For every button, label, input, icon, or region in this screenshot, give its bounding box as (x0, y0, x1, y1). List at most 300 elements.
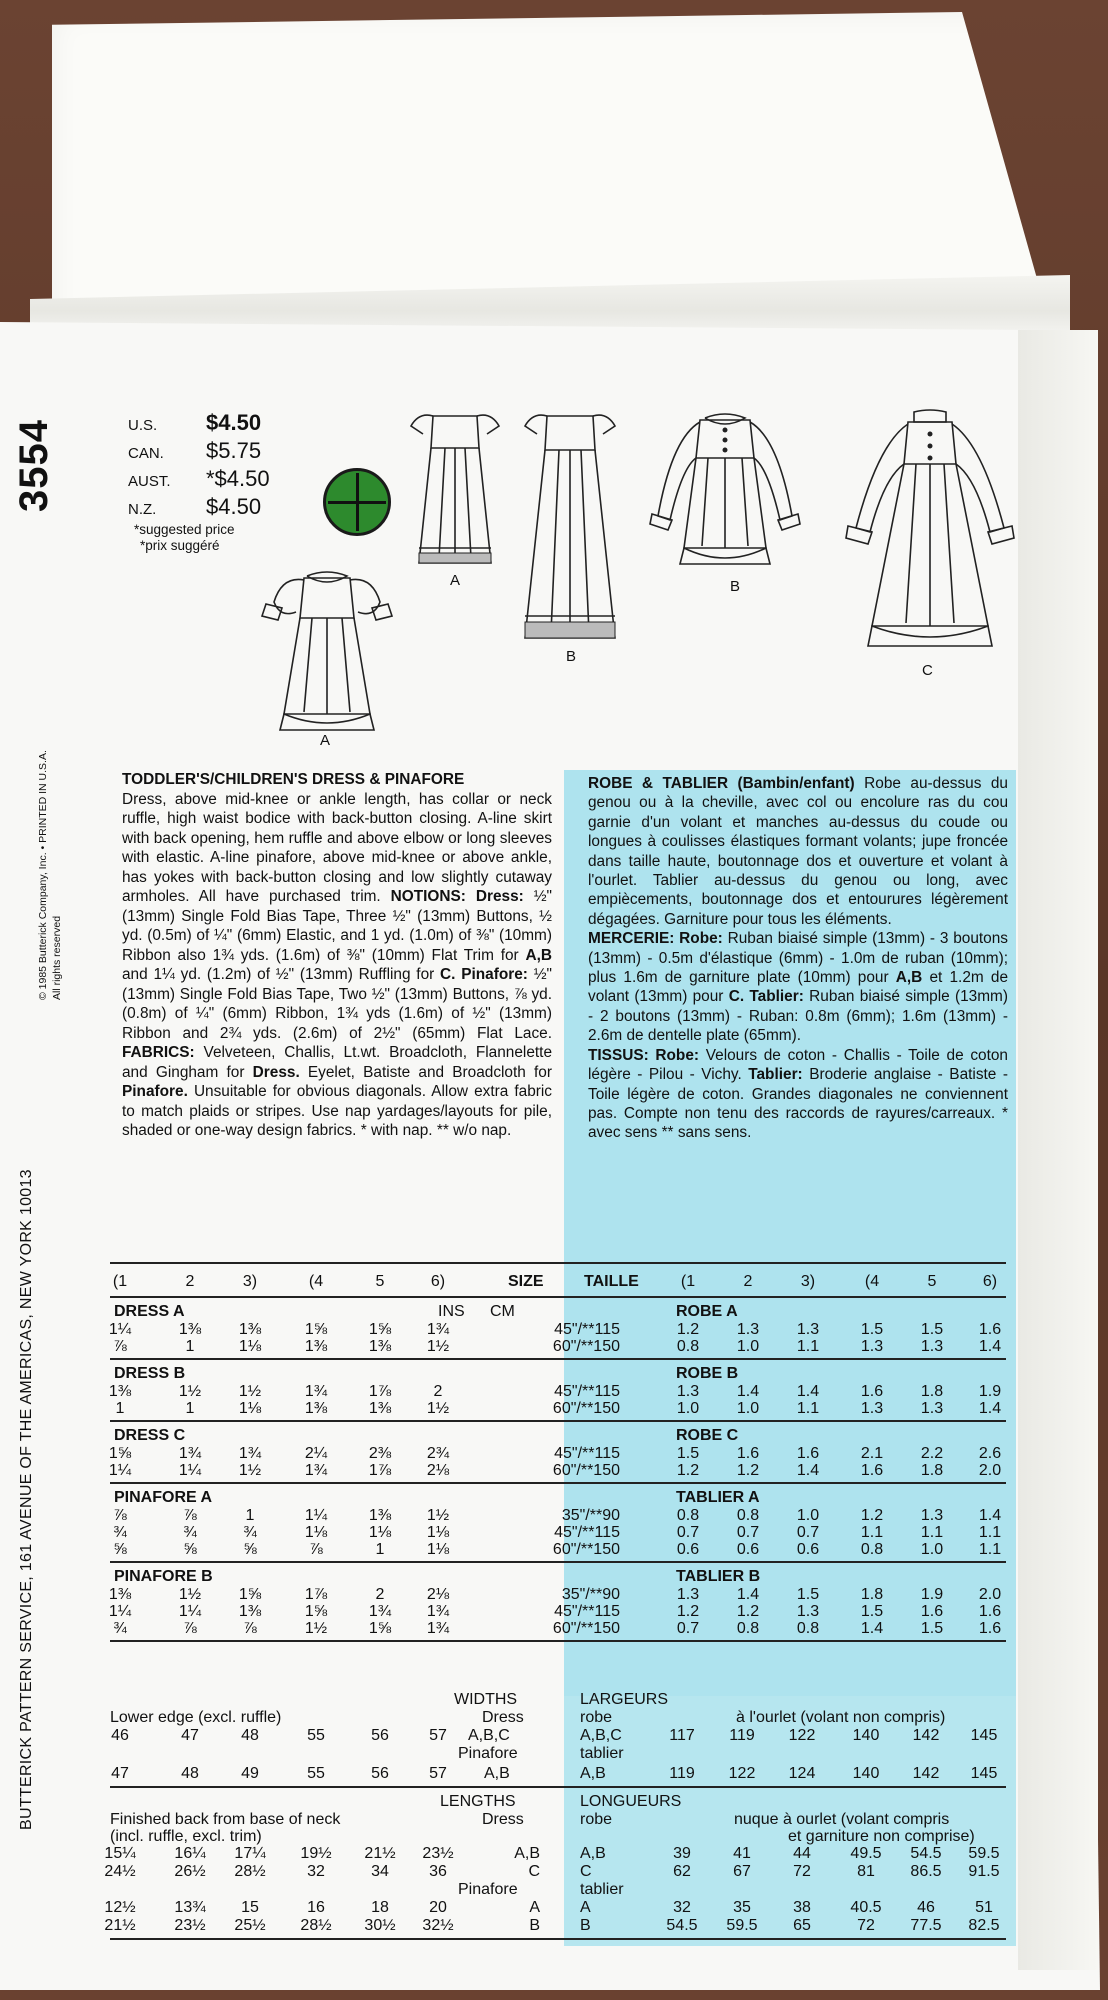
yardage-m: 1.0 (736, 1338, 760, 1355)
yardage-in: 1⅞ (368, 1383, 392, 1400)
yardage-in: 1⅜ (178, 1321, 202, 1338)
table-rule (110, 1938, 1006, 1940)
yardage-in: 1 (245, 1507, 255, 1524)
yardage-in: 1¾ (178, 1445, 202, 1462)
length-view-fr: A (580, 1899, 591, 1916)
yardage-m: 1.4 (978, 1400, 1002, 1417)
dress-notions-text: ½" (13mm) Single Fold Bias Tape, Three ½" (13mm) Buttons, ½ yd. (0.5m) of ¼" (6mm) Elastic, and 1 yd. (1.0m) of ⅜" (10mm) Ribbon also 1¾ yds. (1.6m) of ⅜" (10mm) Flat Trim for (122, 888, 553, 964)
fabric-width: 45"/**115 (554, 1524, 620, 1541)
dress-notions-label: Dress: (475, 888, 524, 905)
length-in: 25½ (234, 1917, 266, 1934)
width-cm: 145 (970, 1727, 998, 1744)
rights-line: All rights reserved (51, 915, 63, 1000)
copyright-line: © 1985 Butterick Company, Inc. • PRINTED IN U.S.A. (37, 750, 49, 1000)
length-cm: 72 (793, 1863, 811, 1880)
width-cm: 142 (912, 1765, 940, 1782)
yardage-m: 0.8 (736, 1507, 760, 1524)
length-in: 15 (241, 1899, 259, 1916)
length-cm: 41 (733, 1845, 751, 1862)
yardage-in: 1⅛ (304, 1524, 328, 1541)
yardage-m: 2.1 (860, 1445, 884, 1462)
lower-edge-label: Lower edge (excl. ruffle) (110, 1709, 282, 1726)
length-in: 32 (307, 1863, 325, 1880)
yardage-m: 0.8 (736, 1620, 760, 1637)
yardage-in: 1⅜ (368, 1507, 392, 1524)
length-cm: 32 (673, 1899, 691, 1916)
price-country: AUST. (128, 473, 171, 490)
yardage-in: 1¾ (426, 1620, 450, 1637)
prix-suggere-note: *prix suggéré (140, 538, 220, 553)
yardage-in: 1¼ (108, 1603, 132, 1620)
length-cm: 86.5 (910, 1863, 942, 1880)
yardage-m: 2.0 (978, 1462, 1002, 1479)
length-in: 34 (371, 1863, 389, 1880)
size-header: 2 (185, 1273, 195, 1290)
view-label-dress-b: B (730, 578, 741, 595)
yardage-m: 1.5 (920, 1620, 944, 1637)
yardage-in: 1⅛ (426, 1541, 450, 1558)
view-label-pinafore-a: A (450, 572, 461, 589)
view-label-dress-c: C (922, 662, 933, 679)
fabric-width: 45"/**115 (554, 1603, 620, 1620)
length-cm: 59.5 (968, 1845, 1000, 1862)
yardage-m: 1.1 (920, 1524, 944, 1541)
length-cm: 46 (917, 1899, 935, 1916)
size-header: 6) (430, 1273, 446, 1290)
yardage-m: 1.1 (796, 1400, 820, 1417)
length-cm: 40.5 (850, 1899, 882, 1916)
width-in: 57 (429, 1765, 447, 1782)
yardage-m: 1.6 (920, 1603, 944, 1620)
ab-label: A,B (525, 946, 552, 964)
length-in: 32½ (422, 1917, 454, 1934)
widths-abc-fr: A,B,C (580, 1727, 622, 1744)
widths-ab-fr: A,B (580, 1765, 606, 1782)
length-cm: 67 (733, 1863, 751, 1880)
yardage-m: 1.0 (920, 1541, 944, 1558)
lengths-pinafore: Pinafore (458, 1881, 518, 1898)
size-header: 5 (375, 1273, 385, 1290)
length-cm: 65 (793, 1917, 811, 1934)
yardage-in: 1½ (426, 1400, 450, 1417)
yardage-m: 1.0 (796, 1507, 820, 1524)
mercerie-label: MERCERIE: Robe: (588, 930, 723, 948)
yardage-in: ⅞ (243, 1620, 257, 1637)
yardage-m: 1.4 (736, 1383, 760, 1400)
length-view-fr: B (580, 1917, 591, 1934)
yardage-in: 1½ (426, 1507, 450, 1524)
lengths-robe: robe (580, 1811, 613, 1828)
width-in: 46 (111, 1727, 129, 1744)
yardage-in: ⅝ (183, 1541, 197, 1558)
table-rule (110, 1262, 1006, 1264)
view-title-fr: TABLIER B (676, 1568, 761, 1585)
yardage-in: 1⅝ (108, 1445, 132, 1462)
yardage-in: 1¼ (108, 1462, 132, 1479)
width-in: 48 (241, 1727, 259, 1744)
envelope-side-fold (1018, 330, 1098, 1970)
length-cm: 62 (673, 1863, 691, 1880)
tablier-fabrics-label: Tablier: (748, 1066, 803, 1084)
pinafore-notions-text: ½" (13mm) Single Fold Bias Tape, Two ½" (13mm) Buttons, ⅞ yd. (0.8m) of ¼" (6mm) Ribbon, 1¾ yds (1.6m) of ½" (13mm) Ribbon and 2¾ yds. (2.6m) of 2½" (65mm) Flat Lace. (122, 966, 553, 1042)
nuque-label-2: et garniture non comprise) (788, 1828, 975, 1845)
size-label: SIZE (508, 1273, 544, 1290)
yardage-m: 2.2 (920, 1445, 944, 1462)
yardage-in: 1⅝ (304, 1603, 328, 1620)
yardage-in: 1½ (304, 1620, 328, 1637)
yardage-m: 1.4 (796, 1383, 820, 1400)
yardage-in: 1⅜ (304, 1338, 328, 1355)
width-cm: 122 (728, 1765, 756, 1782)
view-title-fr: ROBE B (676, 1365, 739, 1382)
view-title: PINAFORE B (114, 1568, 213, 1585)
view-title: PINAFORE A (114, 1489, 213, 1506)
copyright-notice (36, 640, 64, 1000)
fabric-width: 60"/**150 (552, 1338, 620, 1355)
yardage-in: 1⅜ (108, 1383, 132, 1400)
notions-label: NOTIONS: (390, 888, 466, 905)
yardage-in: 1⅝ (368, 1620, 392, 1637)
incl-label: (incl. ruffle, excl. trim) (110, 1828, 262, 1845)
price-value: $4.50 (206, 494, 262, 519)
yardage-m: 1.4 (860, 1620, 884, 1637)
yardage-in: 1 (185, 1400, 195, 1417)
widths-pinafore: Pinafore (458, 1745, 518, 1762)
lengths-dress: Dress (482, 1811, 524, 1828)
yardage-m: 1.5 (676, 1445, 700, 1462)
yardage-in: 1½ (238, 1462, 262, 1479)
length-view-fr: C (580, 1863, 592, 1880)
pinafore-notions-label: C. Pinafore: (440, 966, 528, 983)
width-cm: 145 (970, 1765, 998, 1782)
widths-ourlet: à l'ourlet (volant non compris) (736, 1709, 946, 1726)
yardage-in: 1⅞ (304, 1586, 328, 1603)
yardage-m: 1.2 (736, 1462, 760, 1479)
width-cm: 124 (788, 1765, 816, 1782)
mercerie-text: Ruban biaisé simple (13mm) - 3 boutons (13mm) - 0.5m d'élastique (6mm) - 1.0m de ruban (10mm); plus 1.6m de garniture plate (10mm) pour (588, 930, 1008, 987)
yardage-m: 1.6 (978, 1620, 1002, 1637)
length-in: 20 (429, 1899, 447, 1916)
length-in: 30½ (364, 1917, 396, 1934)
length-in: 18 (371, 1899, 389, 1916)
length-cm: 35 (733, 1899, 751, 1916)
yardage-in: 1¾ (426, 1321, 450, 1338)
yardage-m: 1.4 (978, 1507, 1002, 1524)
yardage-in: 1½ (238, 1383, 262, 1400)
length-cm: 44 (793, 1845, 811, 1862)
yardage-m: 1.6 (860, 1383, 884, 1400)
yardage-in: 1⅜ (238, 1603, 262, 1620)
width-cm: 140 (852, 1765, 880, 1782)
length-in: 21½ (104, 1917, 136, 1934)
ins-label: INS (438, 1303, 465, 1320)
suggested-price-note: *suggested price (134, 522, 235, 537)
pinafore-b-sketch (515, 408, 625, 648)
length-cm: 38 (793, 1899, 811, 1916)
yardage-in: 1⅝ (238, 1586, 262, 1603)
length-in: 15¼ (104, 1845, 136, 1862)
yardage-in: 1¼ (178, 1603, 202, 1620)
length-cm: 39 (673, 1845, 691, 1862)
price-value: *$4.50 (206, 466, 270, 491)
yardage-in: 1⅜ (108, 1586, 132, 1603)
yardage-m: 0.6 (676, 1541, 700, 1558)
size-header: 3) (242, 1273, 258, 1290)
yardage-m: 1.0 (676, 1400, 700, 1417)
width-in: 47 (111, 1765, 129, 1782)
yardage-in: 2 (375, 1586, 385, 1603)
ab-label-fr: A,B (895, 969, 923, 987)
width-cm: 140 (852, 1727, 880, 1744)
fabrics-label: FABRICS: (122, 1044, 195, 1061)
yardage-m: 1.1 (978, 1541, 1002, 1558)
tissus-text-2: Broderie anglaise - Batiste - Toile légère de coton. Grandes diagonales ne conviennent pas. Compte non tenu des raccords de rayures/carreaux. * avec sens ** sans sens. (588, 1066, 1008, 1142)
yardage-m: 1.4 (978, 1338, 1002, 1355)
yardage-m: 1.2 (736, 1603, 760, 1620)
yardage-m: 0.7 (796, 1524, 820, 1541)
length-in: 36 (429, 1863, 447, 1880)
yardage-m: 1.3 (920, 1507, 944, 1524)
yardage-m: 1.6 (736, 1445, 760, 1462)
taille-header: (1 (680, 1273, 696, 1290)
fabric-width: 60"/**150 (552, 1620, 620, 1637)
widths-dress: Dress (482, 1709, 524, 1726)
price-row (128, 438, 270, 466)
price-country: N.Z. (128, 501, 157, 518)
yardage-m: 1.8 (860, 1586, 884, 1603)
yardage-in: ⅞ (309, 1541, 323, 1558)
length-in: 16¼ (174, 1845, 206, 1862)
widths-abc: A,B,C (468, 1727, 510, 1744)
price-list (128, 410, 270, 554)
taille-label: TAILLE (584, 1273, 639, 1290)
length-in: 24½ (104, 1863, 136, 1880)
price-row (128, 466, 270, 494)
view-title: DRESS C (114, 1427, 186, 1444)
yardage-m: 1.0 (736, 1400, 760, 1417)
yardage-m: 1.6 (978, 1603, 1002, 1620)
width-in: 56 (371, 1727, 389, 1744)
length-in: 12½ (104, 1899, 136, 1916)
yardage-in: 1⅝ (304, 1321, 328, 1338)
length-in: 23½ (174, 1917, 206, 1934)
yardage-in: 1¾ (238, 1445, 262, 1462)
yardage-m: 1.4 (736, 1586, 760, 1603)
french-description-text: Robe au-dessus du genou ou à la cheville, avec col ou encolure ras du cou garnie d'un volant et manches au-dessus du coude ou longues à coulisses élastiques formant volants; jupe froncée dans taille haute, boutonnage dos et ouverture et volant à l'ourlet. Tablier au-dessus du genou ou long, avec empiècements, boutonnage dos et entourures légèrement dégagées. Garniture pour tous les éléments. (588, 775, 1008, 928)
view-label-dress-a: A (320, 732, 331, 749)
english-description-text: Dress, above mid-knee or ankle length, has collar or neck ruffle, high waist bodice with back-button closing. A-line skirt with back opening, hem ruffle and above elbow or long sleeves with elastic. A-line pinafore, above mid-knee or above ankle, has yokes with back-button closing and low slightly cutaway armholes. All have purchased trim. (122, 790, 552, 905)
view-title-fr: ROBE A (676, 1303, 738, 1320)
width-in: 55 (307, 1727, 325, 1744)
french-description (588, 774, 1008, 1143)
length-cm: 82.5 (968, 1917, 1000, 1934)
table-rule (110, 1786, 1006, 1788)
yardage-in: 1½ (178, 1383, 202, 1400)
yardage-m: 1.5 (860, 1321, 884, 1338)
widths-ab: A,B (484, 1765, 510, 1782)
length-cm: 81 (857, 1863, 875, 1880)
yardage-in: 1¼ (304, 1507, 328, 1524)
yardage-m: 0.7 (676, 1524, 700, 1541)
view-title: DRESS B (114, 1365, 186, 1382)
length-in: 16 (307, 1899, 325, 1916)
yardage-m: 2.6 (978, 1445, 1002, 1462)
fabrics-text: Velveteen, Challis, Lt.wt. Broadcloth, Flannelette and Gingham for (122, 1044, 552, 1081)
yardage-in: 1⅝ (368, 1321, 392, 1338)
yardage-m: 1.4 (796, 1462, 820, 1479)
price-country: U.S. (128, 417, 158, 434)
taille-header: 6) (982, 1273, 998, 1290)
yardage-in: 1 (115, 1400, 125, 1417)
longueurs-label: LONGUEURS (580, 1793, 682, 1810)
yardage-m: 1.5 (920, 1321, 944, 1338)
fabric-width: 60"/**150 (552, 1462, 620, 1479)
yardage-m: 1.3 (676, 1586, 700, 1603)
widths-robe: robe (580, 1709, 613, 1726)
yardage-m: 1.3 (920, 1338, 944, 1355)
width-in: 56 (371, 1765, 389, 1782)
yardage-in: 1 (185, 1338, 195, 1355)
lengths-tablier: tablier (580, 1881, 624, 1898)
view-label-pinafore-b: B (566, 648, 577, 665)
yardage-in: ⅞ (183, 1620, 197, 1637)
width-in: 47 (181, 1727, 199, 1744)
yardage-in: 2¼ (304, 1445, 328, 1462)
width-cm: 117 (669, 1727, 695, 1744)
yardage-m: 1.6 (978, 1321, 1002, 1338)
fabric-width: 45"/**115 (554, 1445, 620, 1462)
length-cm: 54.5 (666, 1917, 698, 1934)
pinafore-a-sketch (405, 408, 505, 578)
dress-a-sketch (262, 566, 392, 736)
length-view-fr: A,B (580, 1845, 606, 1862)
length-view: A,B (514, 1845, 540, 1862)
yardage-in: ⅞ (113, 1507, 127, 1524)
widths-label: WIDTHS (454, 1691, 518, 1708)
length-view: C (528, 1863, 540, 1880)
fabric-width: 35"/**90 (561, 1586, 620, 1603)
length-cm: 54.5 (910, 1845, 942, 1862)
yardage-m: 0.8 (796, 1620, 820, 1637)
yardage-m: 1.3 (860, 1400, 884, 1417)
width-cm: 122 (788, 1727, 816, 1744)
yardage-in: ⅞ (183, 1507, 197, 1524)
length-view: A (529, 1899, 540, 1916)
fabrics-pinafore: Pinafore. (122, 1083, 188, 1100)
ab-notions-text: and 1¼ yd. (1.2m) of ½" (13mm) Ruffling for (122, 966, 435, 983)
table-rule (110, 1482, 1006, 1484)
yardage-in: 2¾ (426, 1445, 450, 1462)
width-in: 49 (241, 1765, 259, 1782)
tablier-label: Tablier: (749, 988, 804, 1006)
yardage-in: 1 (375, 1541, 385, 1558)
yardage-m: 0.6 (736, 1541, 760, 1558)
length-cm: 72 (857, 1917, 875, 1934)
table-rule (110, 1640, 1006, 1642)
yardage-in: 2 (433, 1383, 443, 1400)
length-in: 23½ (422, 1845, 454, 1862)
yardage-m: 0.7 (676, 1620, 700, 1637)
yardage-m: 1.3 (860, 1338, 884, 1355)
yardage-m: 1.1 (978, 1524, 1002, 1541)
length-cm: 77.5 (910, 1917, 942, 1934)
yardage-m: 0.8 (860, 1541, 884, 1558)
yardage-m: 1.1 (860, 1524, 884, 1541)
size-header: (1 (112, 1273, 128, 1290)
yardage-m: 1.3 (920, 1400, 944, 1417)
price-country: CAN. (128, 445, 164, 462)
width-in: 48 (181, 1765, 199, 1782)
tissus-text: Velours de coton - Challis - Toile de coton légère - Pilou - Vichy. (588, 1046, 1008, 1084)
fabric-width: 60"/**150 (552, 1541, 620, 1558)
yardage-in: 2⅛ (426, 1462, 450, 1479)
tissus-label: TISSUS: Robe: (588, 1046, 700, 1064)
length-in: 26½ (174, 1863, 206, 1880)
yardage-in: 2⅜ (368, 1445, 392, 1462)
yardage-in: 1¾ (304, 1462, 328, 1479)
width-in: 55 (307, 1765, 325, 1782)
english-heading: TODDLER'S/CHILDREN'S DRESS & PINAFORE (122, 771, 465, 788)
taille-header: 2 (743, 1273, 753, 1290)
length-view: B (529, 1917, 540, 1934)
largeurs-label: LARGEURS (580, 1691, 669, 1708)
yardage-m: 1.9 (978, 1383, 1002, 1400)
yardage-m: 1.5 (860, 1603, 884, 1620)
fabrics-text-2: Eyelet, Batiste and Broadcloth for (307, 1063, 552, 1081)
yardage-in: 1⅜ (238, 1321, 262, 1338)
yardage-in: 1⅜ (304, 1400, 328, 1417)
yardage-m: 1.2 (676, 1462, 700, 1479)
yardage-m: 1.8 (920, 1462, 944, 1479)
yardage-in: 1⅜ (368, 1400, 392, 1417)
yardage-m: 1.2 (676, 1321, 700, 1338)
yardage-in: 1¾ (426, 1603, 450, 1620)
width-cm: 119 (729, 1727, 755, 1744)
dress-b-sketch (650, 408, 800, 573)
fabric-width: 45"/**115 (554, 1321, 620, 1338)
price-value: $5.75 (206, 438, 262, 463)
fabric-width: 45"/**115 (554, 1383, 620, 1400)
yardage-in: ¾ (183, 1524, 197, 1541)
lengths-label: LENGTHS (440, 1793, 516, 1810)
yardage-m: 0.8 (676, 1338, 700, 1355)
widths-tablier: tablier (580, 1745, 624, 1762)
table-rule (110, 1296, 1006, 1298)
yardage-m: 1.9 (920, 1586, 944, 1603)
view-title: DRESS A (114, 1303, 185, 1320)
yardage-m: 1.3 (796, 1321, 820, 1338)
length-cm: 91.5 (968, 1863, 1000, 1880)
length-cm: 59.5 (726, 1917, 758, 1934)
crosshair-icon (323, 468, 391, 536)
yardage-m: 0.7 (736, 1524, 760, 1541)
pattern-number: 3554 (12, 419, 56, 512)
yardage-in: 1¾ (304, 1383, 328, 1400)
length-cm: 49.5 (850, 1845, 882, 1862)
mercerie-text-2: et 1.2m de volant (13mm) pour (588, 969, 1008, 1006)
yardage-in: 1⅛ (368, 1524, 392, 1541)
width-cm: 119 (669, 1765, 695, 1782)
yardage-m: 2.0 (978, 1586, 1002, 1603)
length-in: 28½ (234, 1863, 266, 1880)
cm-label: CM (490, 1303, 515, 1320)
yardage-m: 1.1 (796, 1338, 820, 1355)
yardage-in: 1¾ (368, 1603, 392, 1620)
yardage-m: 1.6 (860, 1462, 884, 1479)
view-title-fr: TABLIER A (676, 1489, 760, 1506)
yardage-m: 1.6 (796, 1445, 820, 1462)
width-in: 57 (429, 1727, 447, 1744)
